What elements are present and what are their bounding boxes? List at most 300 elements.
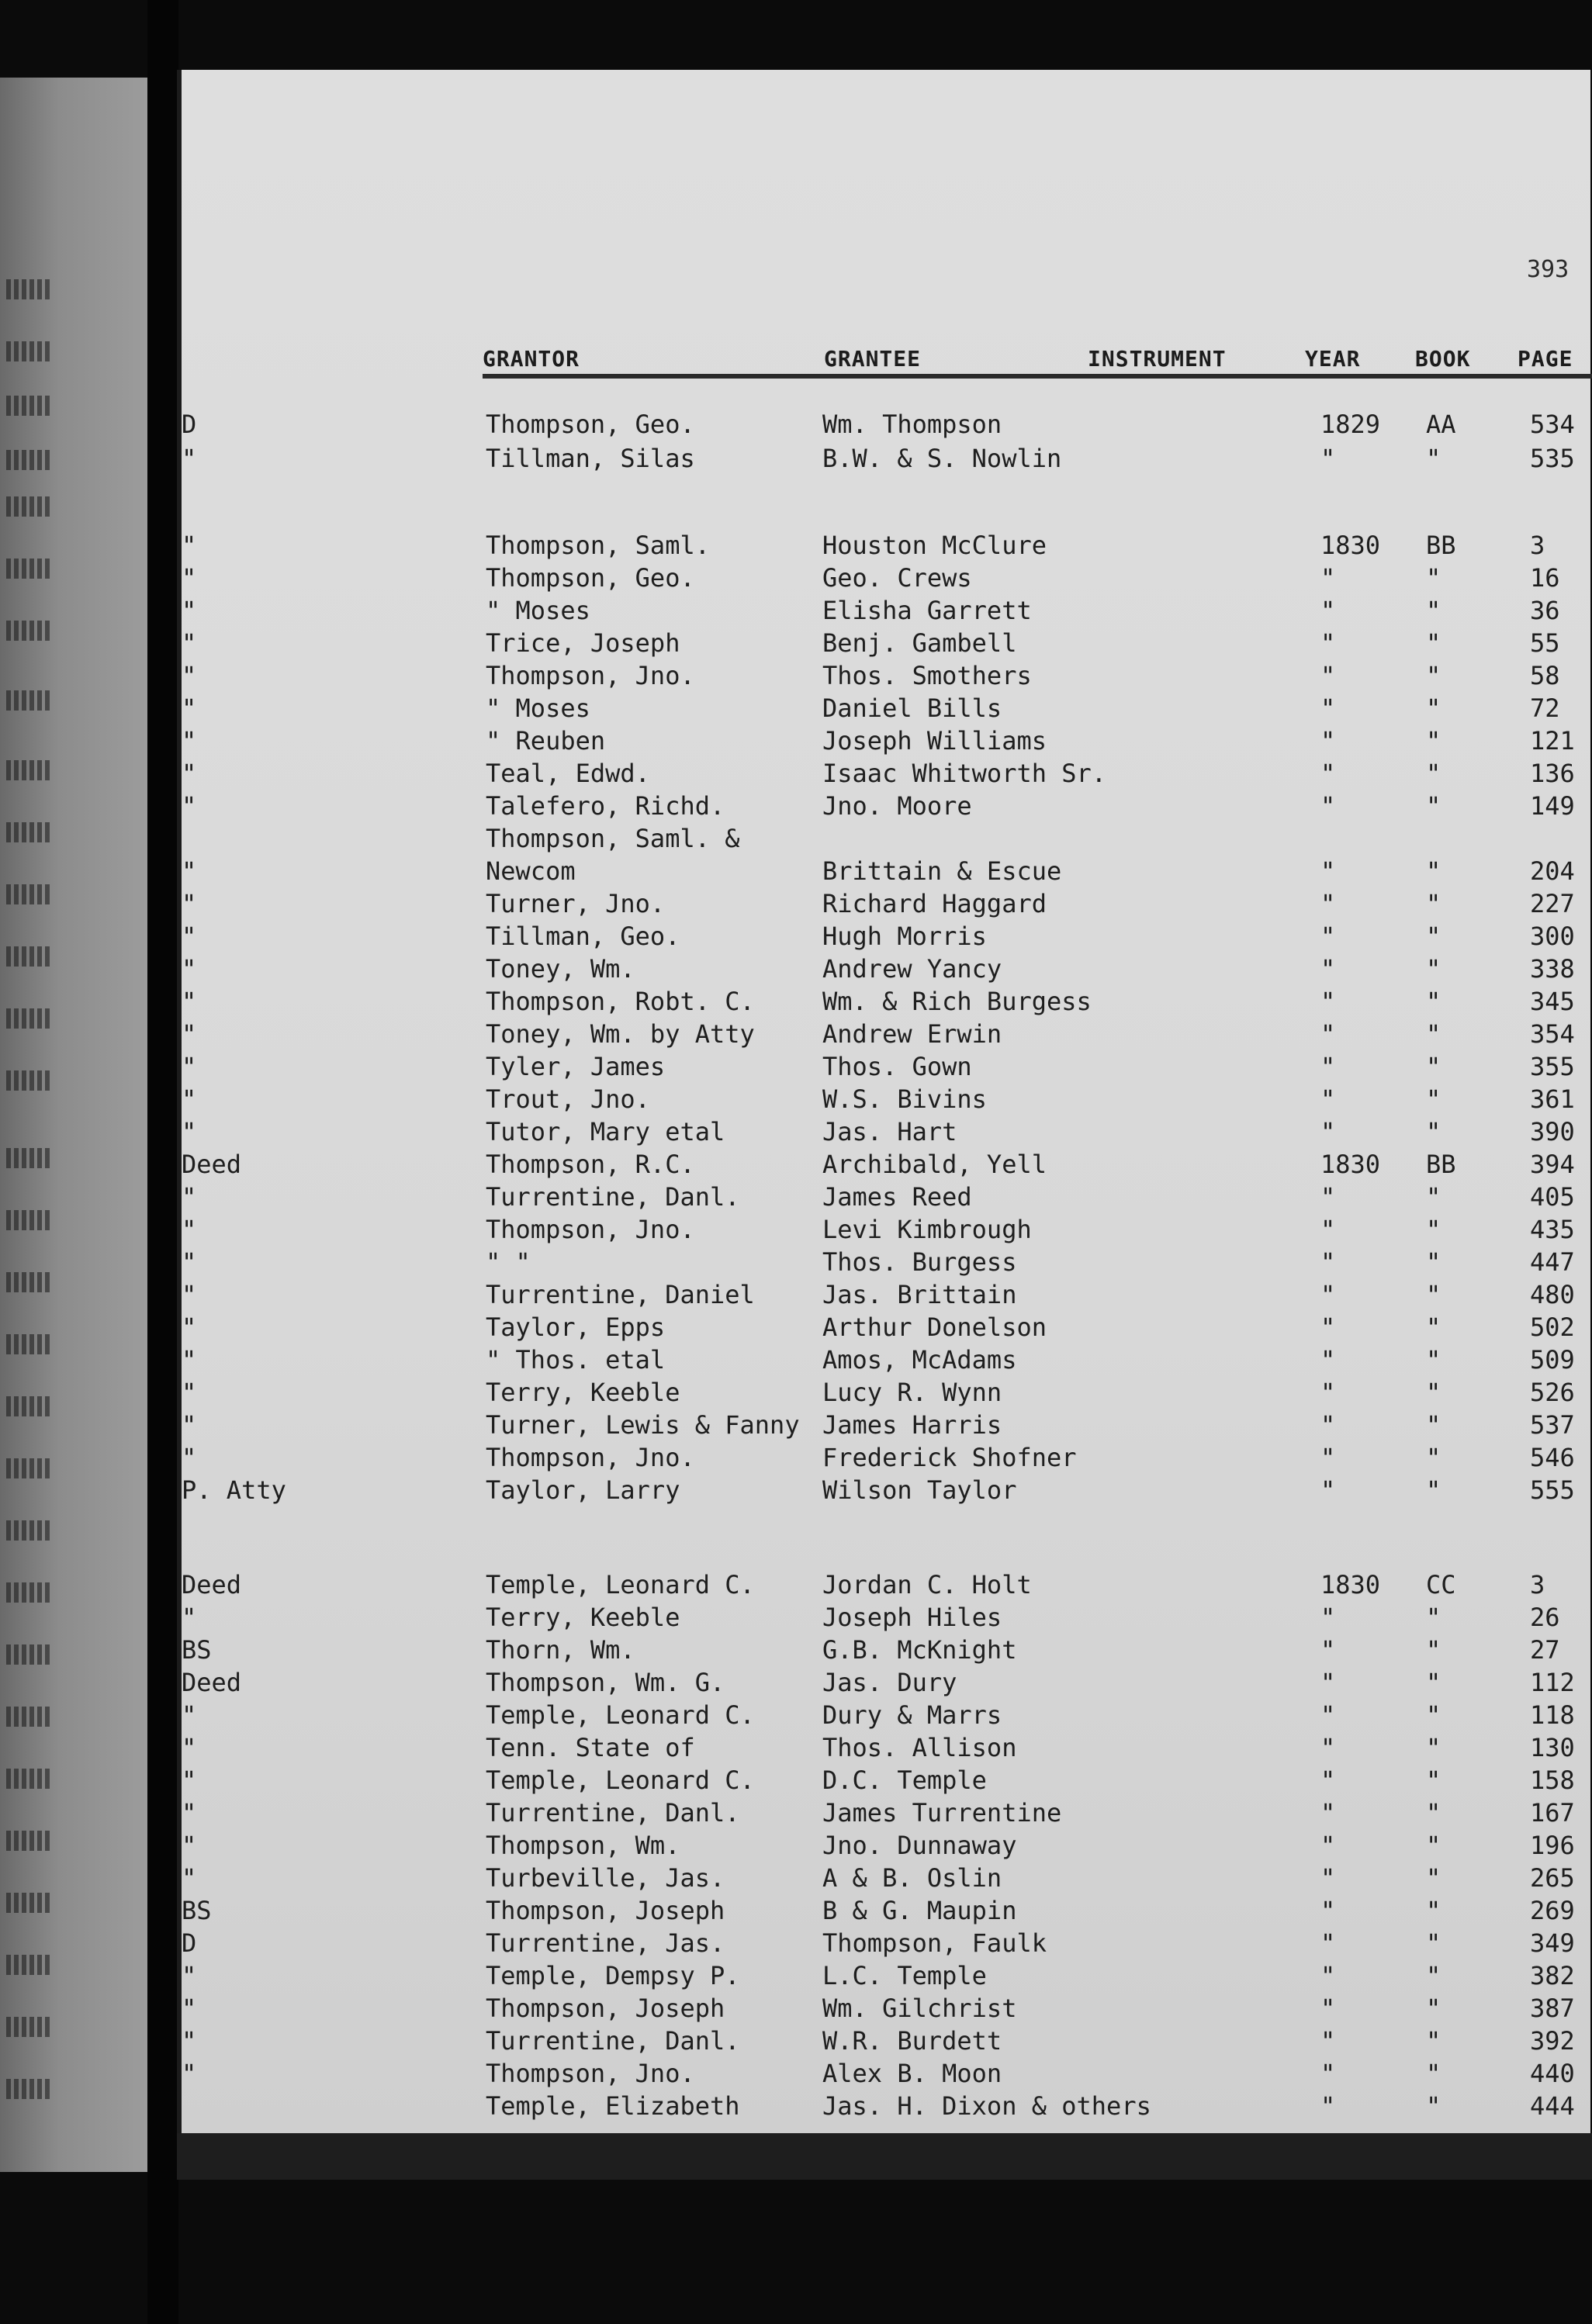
table-row [182, 1084, 1590, 1115]
adjacent-page-fragment [0, 78, 147, 2172]
cell-page: 387 [1530, 1994, 1575, 2023]
cell-instrument: " [182, 1733, 197, 1762]
cell-page: 112 [1530, 1668, 1575, 1697]
cell-page: 440 [1530, 2059, 1575, 2088]
cell-year: " [1320, 1700, 1336, 1730]
cell-page: 136 [1530, 759, 1575, 788]
cell-page: 16 [1530, 563, 1560, 593]
table-row [182, 2026, 1590, 2057]
cell-instrument: " [182, 1378, 197, 1407]
table-row [182, 824, 1590, 855]
cell-instrument: " [182, 1182, 197, 1212]
cell-page: 480 [1530, 1280, 1575, 1309]
cell-grantor: Thompson, Jno. [486, 1443, 695, 1472]
cell-book: " [1426, 1117, 1441, 1146]
cell-page: 3 [1530, 531, 1545, 560]
cell-grantor: Toney, Wm. [486, 954, 635, 984]
cell-grantor: Turrentine, Jas. [486, 1928, 725, 1958]
cell-instrument: " [182, 563, 197, 593]
table-row [182, 889, 1590, 920]
table-row [182, 759, 1590, 790]
cell-grantee: Arthur Donelson [822, 1312, 1047, 1342]
cell-year: " [1320, 661, 1336, 690]
cell-book: " [1426, 1312, 1441, 1342]
table-row [182, 1863, 1590, 1894]
table-row [182, 693, 1590, 725]
header-year: YEAR [1305, 346, 1360, 379]
cell-book: " [1426, 2091, 1441, 2121]
cell-instrument: " [182, 1603, 197, 1632]
cell-grantee: James Harris [822, 1410, 1002, 1440]
cell-grantor: Terry, Keeble [486, 1378, 680, 1407]
table-row [182, 791, 1590, 822]
cell-grantee: L.C. Temple [822, 1961, 987, 1990]
cell-year: " [1320, 596, 1336, 625]
cell-book: " [1426, 563, 1441, 593]
cell-book: " [1426, 1896, 1441, 1925]
table-row [182, 1994, 1590, 2025]
cell-book: " [1426, 726, 1441, 756]
cell-page: 196 [1530, 1831, 1575, 1860]
cell-grantee: Frederick Shofner [822, 1443, 1077, 1472]
cell-book: " [1426, 2059, 1441, 2088]
cell-grantor: Temple, Leonard C. [486, 1570, 755, 1599]
cell-grantee: Benj. Gambell [822, 628, 1017, 658]
cell-grantee: W.S. Bivins [822, 1084, 987, 1114]
cell-year: 1830 [1320, 1150, 1381, 1179]
cell-year: " [1320, 628, 1336, 658]
cell-grantor: Turbeville, Jas. [486, 1863, 725, 1893]
cell-grantee: Daniel Bills [822, 693, 1002, 723]
cell-book: " [1426, 889, 1441, 918]
cell-year: " [1320, 1117, 1336, 1146]
table-row [182, 1603, 1590, 1634]
cell-page: 361 [1530, 1084, 1575, 1114]
cell-book: " [1426, 1798, 1441, 1828]
cell-grantor: Turner, Jno. [486, 889, 666, 918]
cell-book: " [1426, 856, 1441, 886]
cell-instrument: " [182, 1765, 197, 1795]
cell-book: " [1426, 791, 1441, 821]
table-row [182, 1798, 1590, 1829]
cell-grantor: Taylor, Epps [486, 1312, 666, 1342]
cell-year: " [1320, 1443, 1336, 1472]
cell-grantee: Thompson, Faulk [822, 1928, 1047, 1958]
table-row [182, 1700, 1590, 1731]
cell-book: " [1426, 2026, 1441, 2056]
cell-grantee: Wilson Taylor [822, 1475, 1017, 1505]
cell-year: " [1320, 1765, 1336, 1795]
cell-grantor: Terry, Keeble [486, 1603, 680, 1632]
cell-instrument: " [182, 1247, 197, 1277]
cell-year: " [1320, 563, 1336, 593]
cell-page: 300 [1530, 922, 1575, 951]
cell-grantor: Thompson, Wm. [486, 1831, 680, 1860]
cell-year: " [1320, 922, 1336, 951]
table-row [182, 563, 1590, 594]
cell-grantee: G.B. McKnight [822, 1635, 1017, 1665]
cell-book: " [1426, 1668, 1441, 1697]
cell-grantor: Thompson, Geo. [486, 410, 695, 439]
table-row [182, 1215, 1590, 1246]
cell-instrument: " [182, 1312, 197, 1342]
cell-page: 130 [1530, 1733, 1575, 1762]
cell-instrument: " [182, 726, 197, 756]
cell-page: 265 [1530, 1863, 1575, 1893]
cell-grantee: Thos. Gown [822, 1052, 972, 1081]
cell-grantee: Dury & Marrs [822, 1700, 1002, 1730]
table-row [182, 1117, 1590, 1148]
cell-year: " [1320, 1863, 1336, 1893]
cell-book: " [1426, 1345, 1441, 1375]
cell-instrument: " [182, 1863, 197, 1893]
cell-book: " [1426, 1863, 1441, 1893]
table-row [182, 1345, 1590, 1376]
cell-page: 349 [1530, 1928, 1575, 1958]
ledger-page [177, 70, 1590, 2133]
table-row [182, 2059, 1590, 2090]
cell-page: 535 [1530, 444, 1575, 473]
cell-page: 227 [1530, 889, 1575, 918]
cell-grantee: Jas. Hart [822, 1117, 957, 1146]
table-row [182, 1733, 1590, 1764]
cell-grantee: A & B. Oslin [822, 1863, 1002, 1893]
cell-book: " [1426, 1994, 1441, 2023]
cell-page: 447 [1530, 1247, 1575, 1277]
cell-instrument: BS [182, 1635, 212, 1665]
cell-page: 58 [1530, 661, 1560, 690]
cell-book: " [1426, 1635, 1441, 1665]
header-rule [483, 374, 1592, 379]
cell-page: 405 [1530, 1182, 1575, 1212]
cell-grantee: Jno. Moore [822, 791, 972, 821]
cell-grantor: Temple, Leonard C. [486, 1765, 755, 1795]
cell-grantor: Trice, Joseph [486, 628, 680, 658]
table-row [182, 1765, 1590, 1797]
cell-page: 36 [1530, 596, 1560, 625]
table-row [182, 410, 1590, 441]
cell-grantee: Thos. Burgess [822, 1247, 1017, 1277]
cell-grantor: Temple, Dempsy P. [486, 1961, 740, 1990]
cell-year: " [1320, 1410, 1336, 1440]
cell-grantee: Wm. Thompson [822, 410, 1002, 439]
cell-instrument: " [182, 1345, 197, 1375]
book-gutter [147, 0, 178, 2324]
cell-instrument: " [182, 1961, 197, 1990]
cell-page: 390 [1530, 1117, 1575, 1146]
cell-instrument: " [182, 444, 197, 473]
table-row [182, 1312, 1590, 1344]
cell-book: BB [1426, 1150, 1456, 1179]
cell-grantee: Jas. Dury [822, 1668, 957, 1697]
cell-year: " [1320, 1928, 1336, 1958]
cell-instrument: Deed [182, 1150, 242, 1179]
cell-year: " [1320, 1603, 1336, 1632]
cell-page: 121 [1530, 726, 1575, 756]
cell-grantor: Thompson, Saml. [486, 531, 710, 560]
cell-grantor: Turrentine, Danl. [486, 2026, 740, 2056]
cell-grantor: Thompson, R.C. [486, 1150, 695, 1179]
cell-page: 534 [1530, 410, 1575, 439]
cell-grantee: Jno. Dunnaway [822, 1831, 1017, 1860]
cell-book: " [1426, 1182, 1441, 1212]
cell-grantee: Thos. Allison [822, 1733, 1017, 1762]
cell-grantee: Jordan C. Holt [822, 1570, 1032, 1599]
cell-page: 382 [1530, 1961, 1575, 1990]
cell-grantor: " Reuben [486, 726, 606, 756]
cell-grantee: Jas. H. Dixon & others [822, 2091, 1151, 2121]
table-row [182, 1443, 1590, 1474]
cell-grantee: Wm. Gilchrist [822, 1994, 1017, 2023]
cell-book: " [1426, 1765, 1441, 1795]
table-row [182, 444, 1590, 475]
header-grantee: GRANTEE [824, 346, 921, 379]
cell-grantor: Thorn, Wm. [486, 1635, 635, 1665]
cell-grantee: Brittain & Escue [822, 856, 1062, 886]
cell-grantee: Joseph Williams [822, 726, 1047, 756]
cell-page: 555 [1530, 1475, 1575, 1505]
table-row [182, 1378, 1590, 1409]
cell-book: " [1426, 759, 1441, 788]
table-row [182, 1182, 1590, 1213]
cell-grantor: Tillman, Geo. [486, 922, 680, 951]
cell-grantor: Trout, Jno. [486, 1084, 650, 1114]
cell-year: " [1320, 2059, 1336, 2088]
table-row [182, 856, 1590, 887]
cell-book: " [1426, 954, 1441, 984]
cell-grantee: Hugh Morris [822, 922, 987, 951]
cell-instrument: " [182, 791, 197, 821]
cell-instrument: " [182, 596, 197, 625]
cell-book: " [1426, 1603, 1441, 1632]
cell-book: " [1426, 1475, 1441, 1505]
cell-year: 1830 [1320, 531, 1381, 560]
table-row [182, 596, 1590, 627]
cell-grantee: B & G. Maupin [822, 1896, 1017, 1925]
cell-grantee: Houston McClure [822, 531, 1047, 560]
table-row [182, 2091, 1590, 2122]
cell-page: 354 [1530, 1019, 1575, 1049]
cell-grantor: Taylor, Larry [486, 1475, 680, 1505]
cell-year: " [1320, 1475, 1336, 1505]
table-row [182, 661, 1590, 692]
cell-grantor: Teal, Edwd. [486, 759, 650, 788]
cell-grantor: Turrentine, Daniel [486, 1280, 755, 1309]
cell-grantor: Toney, Wm. by Atty [486, 1019, 755, 1049]
cell-instrument: D [182, 410, 197, 439]
cell-instrument: D [182, 1928, 197, 1958]
cell-year: " [1320, 1084, 1336, 1114]
cell-book: " [1426, 1831, 1441, 1860]
cell-grantor: Turrentine, Danl. [486, 1182, 740, 1212]
table-row [182, 1410, 1590, 1441]
cell-year: " [1320, 1635, 1336, 1665]
cell-grantor: Tyler, James [486, 1052, 666, 1081]
cell-book: BB [1426, 531, 1456, 560]
table-row [182, 1635, 1590, 1666]
cell-year: " [1320, 1733, 1336, 1762]
cell-year: " [1320, 726, 1336, 756]
cell-instrument: " [182, 856, 197, 886]
table-row [182, 1831, 1590, 1862]
cell-grantee: James Turrentine [822, 1798, 1062, 1828]
table-row [182, 628, 1590, 659]
cell-year: " [1320, 1994, 1336, 2023]
cell-grantee: Thos. Smothers [822, 661, 1032, 690]
cell-grantor: Temple, Leonard C. [486, 1700, 755, 1730]
cell-grantor: Turner, Lewis & Fanny [486, 1410, 800, 1440]
cell-book: CC [1426, 1570, 1456, 1599]
cell-grantee: Amos, McAdams [822, 1345, 1017, 1375]
cell-grantee: Lucy R. Wynn [822, 1378, 1002, 1407]
cell-year: " [1320, 1798, 1336, 1828]
cell-page: 509 [1530, 1345, 1575, 1375]
cell-page: 338 [1530, 954, 1575, 984]
cell-instrument: " [182, 954, 197, 984]
cell-year: " [1320, 1831, 1336, 1860]
cell-book: " [1426, 693, 1441, 723]
cell-page: 537 [1530, 1410, 1575, 1440]
page-number: 393 [1527, 256, 1570, 283]
cell-page: 3 [1530, 1570, 1545, 1599]
cell-year: " [1320, 1896, 1336, 1925]
cell-grantee: Elisha Garrett [822, 596, 1032, 625]
cell-instrument: Deed [182, 1668, 242, 1697]
cell-instrument: " [182, 922, 197, 951]
cell-instrument: P. Atty [182, 1475, 286, 1505]
cell-instrument: " [182, 1019, 197, 1049]
cell-year: " [1320, 693, 1336, 723]
cell-page: 167 [1530, 1798, 1575, 1828]
cell-page: 526 [1530, 1378, 1575, 1407]
header-instrument: INSTRUMENT [1088, 346, 1227, 379]
header-book: BOOK [1415, 346, 1470, 379]
table-row [182, 1019, 1590, 1050]
cell-instrument: " [182, 1994, 197, 2023]
cell-instrument: " [182, 889, 197, 918]
cell-instrument: " [182, 2059, 197, 2088]
cell-year: " [1320, 1668, 1336, 1697]
cell-year: " [1320, 444, 1336, 473]
header-grantor: GRANTOR [483, 346, 580, 379]
cell-page: 26 [1530, 1603, 1560, 1632]
cell-year: " [1320, 1345, 1336, 1375]
cell-page: 355 [1530, 1052, 1575, 1081]
table-row [182, 1052, 1590, 1083]
cell-year: " [1320, 1182, 1336, 1212]
cell-instrument: " [182, 1215, 197, 1244]
cell-page: 72 [1530, 693, 1560, 723]
cell-book: " [1426, 628, 1441, 658]
cell-year: " [1320, 1378, 1336, 1407]
cell-page: 158 [1530, 1765, 1575, 1795]
cell-grantor: Tenn. State of [486, 1733, 695, 1762]
cell-grantor: " Moses [486, 693, 590, 723]
cell-instrument: " [182, 531, 197, 560]
cell-year: " [1320, 987, 1336, 1016]
cell-grantee: James Reed [822, 1182, 972, 1212]
cell-book: " [1426, 596, 1441, 625]
cell-grantor: Thompson, Jno. [486, 2059, 695, 2088]
cell-grantee: B.W. & S. Nowlin [822, 444, 1062, 473]
cell-page: 392 [1530, 2026, 1575, 2056]
cell-grantor: Tillman, Silas [486, 444, 695, 473]
cell-year: 1829 [1320, 410, 1381, 439]
cell-grantor: Thompson, Joseph [486, 1994, 725, 2023]
table-row [182, 987, 1590, 1018]
cell-book: " [1426, 661, 1441, 690]
cell-book: " [1426, 1084, 1441, 1114]
cell-instrument: " [182, 1084, 197, 1114]
page-bottom-edge [177, 2133, 1592, 2180]
cell-year: " [1320, 1280, 1336, 1309]
cell-year: " [1320, 791, 1336, 821]
cell-grantee: Alex B. Moon [822, 2059, 1002, 2088]
cell-grantor: Thompson, Robt. C. [486, 987, 755, 1016]
cell-book: " [1426, 1378, 1441, 1407]
cell-page: 345 [1530, 987, 1575, 1016]
cell-book: " [1426, 1700, 1441, 1730]
cell-year: " [1320, 856, 1336, 886]
cell-grantee: D.C. Temple [822, 1765, 987, 1795]
table-row [182, 1247, 1590, 1278]
cell-instrument: " [182, 1700, 197, 1730]
table-row [182, 1570, 1590, 1601]
cell-grantee: Archibald, Yell [822, 1150, 1047, 1179]
cell-grantor: Turrentine, Danl. [486, 1798, 740, 1828]
cell-grantor: Newcom [486, 856, 576, 886]
table-row [182, 1668, 1590, 1699]
cell-instrument: " [182, 987, 197, 1016]
cell-year: " [1320, 954, 1336, 984]
cell-page: 204 [1530, 856, 1575, 886]
cell-grantee: Andrew Yancy [822, 954, 1002, 984]
cell-grantor: Temple, Elizabeth [486, 2091, 740, 2121]
cell-grantor: Thompson, Geo. [486, 563, 695, 593]
cell-year: " [1320, 2026, 1336, 2056]
cell-instrument: " [182, 1798, 197, 1828]
table-row [182, 1961, 1590, 1992]
cell-book: " [1426, 1961, 1441, 1990]
cell-book: " [1426, 1052, 1441, 1081]
cell-grantor: Thompson, Jno. [486, 661, 695, 690]
cell-instrument: Deed [182, 1570, 242, 1599]
cell-book: " [1426, 1019, 1441, 1049]
cell-book: " [1426, 1443, 1441, 1472]
cell-page: 269 [1530, 1896, 1575, 1925]
cell-year: " [1320, 1961, 1336, 1990]
cell-instrument: " [182, 1410, 197, 1440]
cell-instrument: " [182, 693, 197, 723]
cell-instrument: " [182, 1117, 197, 1146]
cell-grantee: Joseph Hiles [822, 1603, 1002, 1632]
cell-year: " [1320, 1052, 1336, 1081]
cell-year: " [1320, 2091, 1336, 2121]
table-row [182, 1280, 1590, 1311]
cell-book: " [1426, 1928, 1441, 1958]
table-row [182, 531, 1590, 562]
cell-year: " [1320, 759, 1336, 788]
cell-grantee: Richard Haggard [822, 889, 1047, 918]
cell-page: 394 [1530, 1150, 1575, 1179]
cell-instrument: " [182, 2026, 197, 2056]
table-row [182, 1928, 1590, 1959]
cell-page: 546 [1530, 1443, 1575, 1472]
cell-instrument: " [182, 1443, 197, 1472]
cell-grantor: Thompson, Jno. [486, 1215, 695, 1244]
cell-book: AA [1426, 410, 1456, 439]
cell-page: 55 [1530, 628, 1560, 658]
